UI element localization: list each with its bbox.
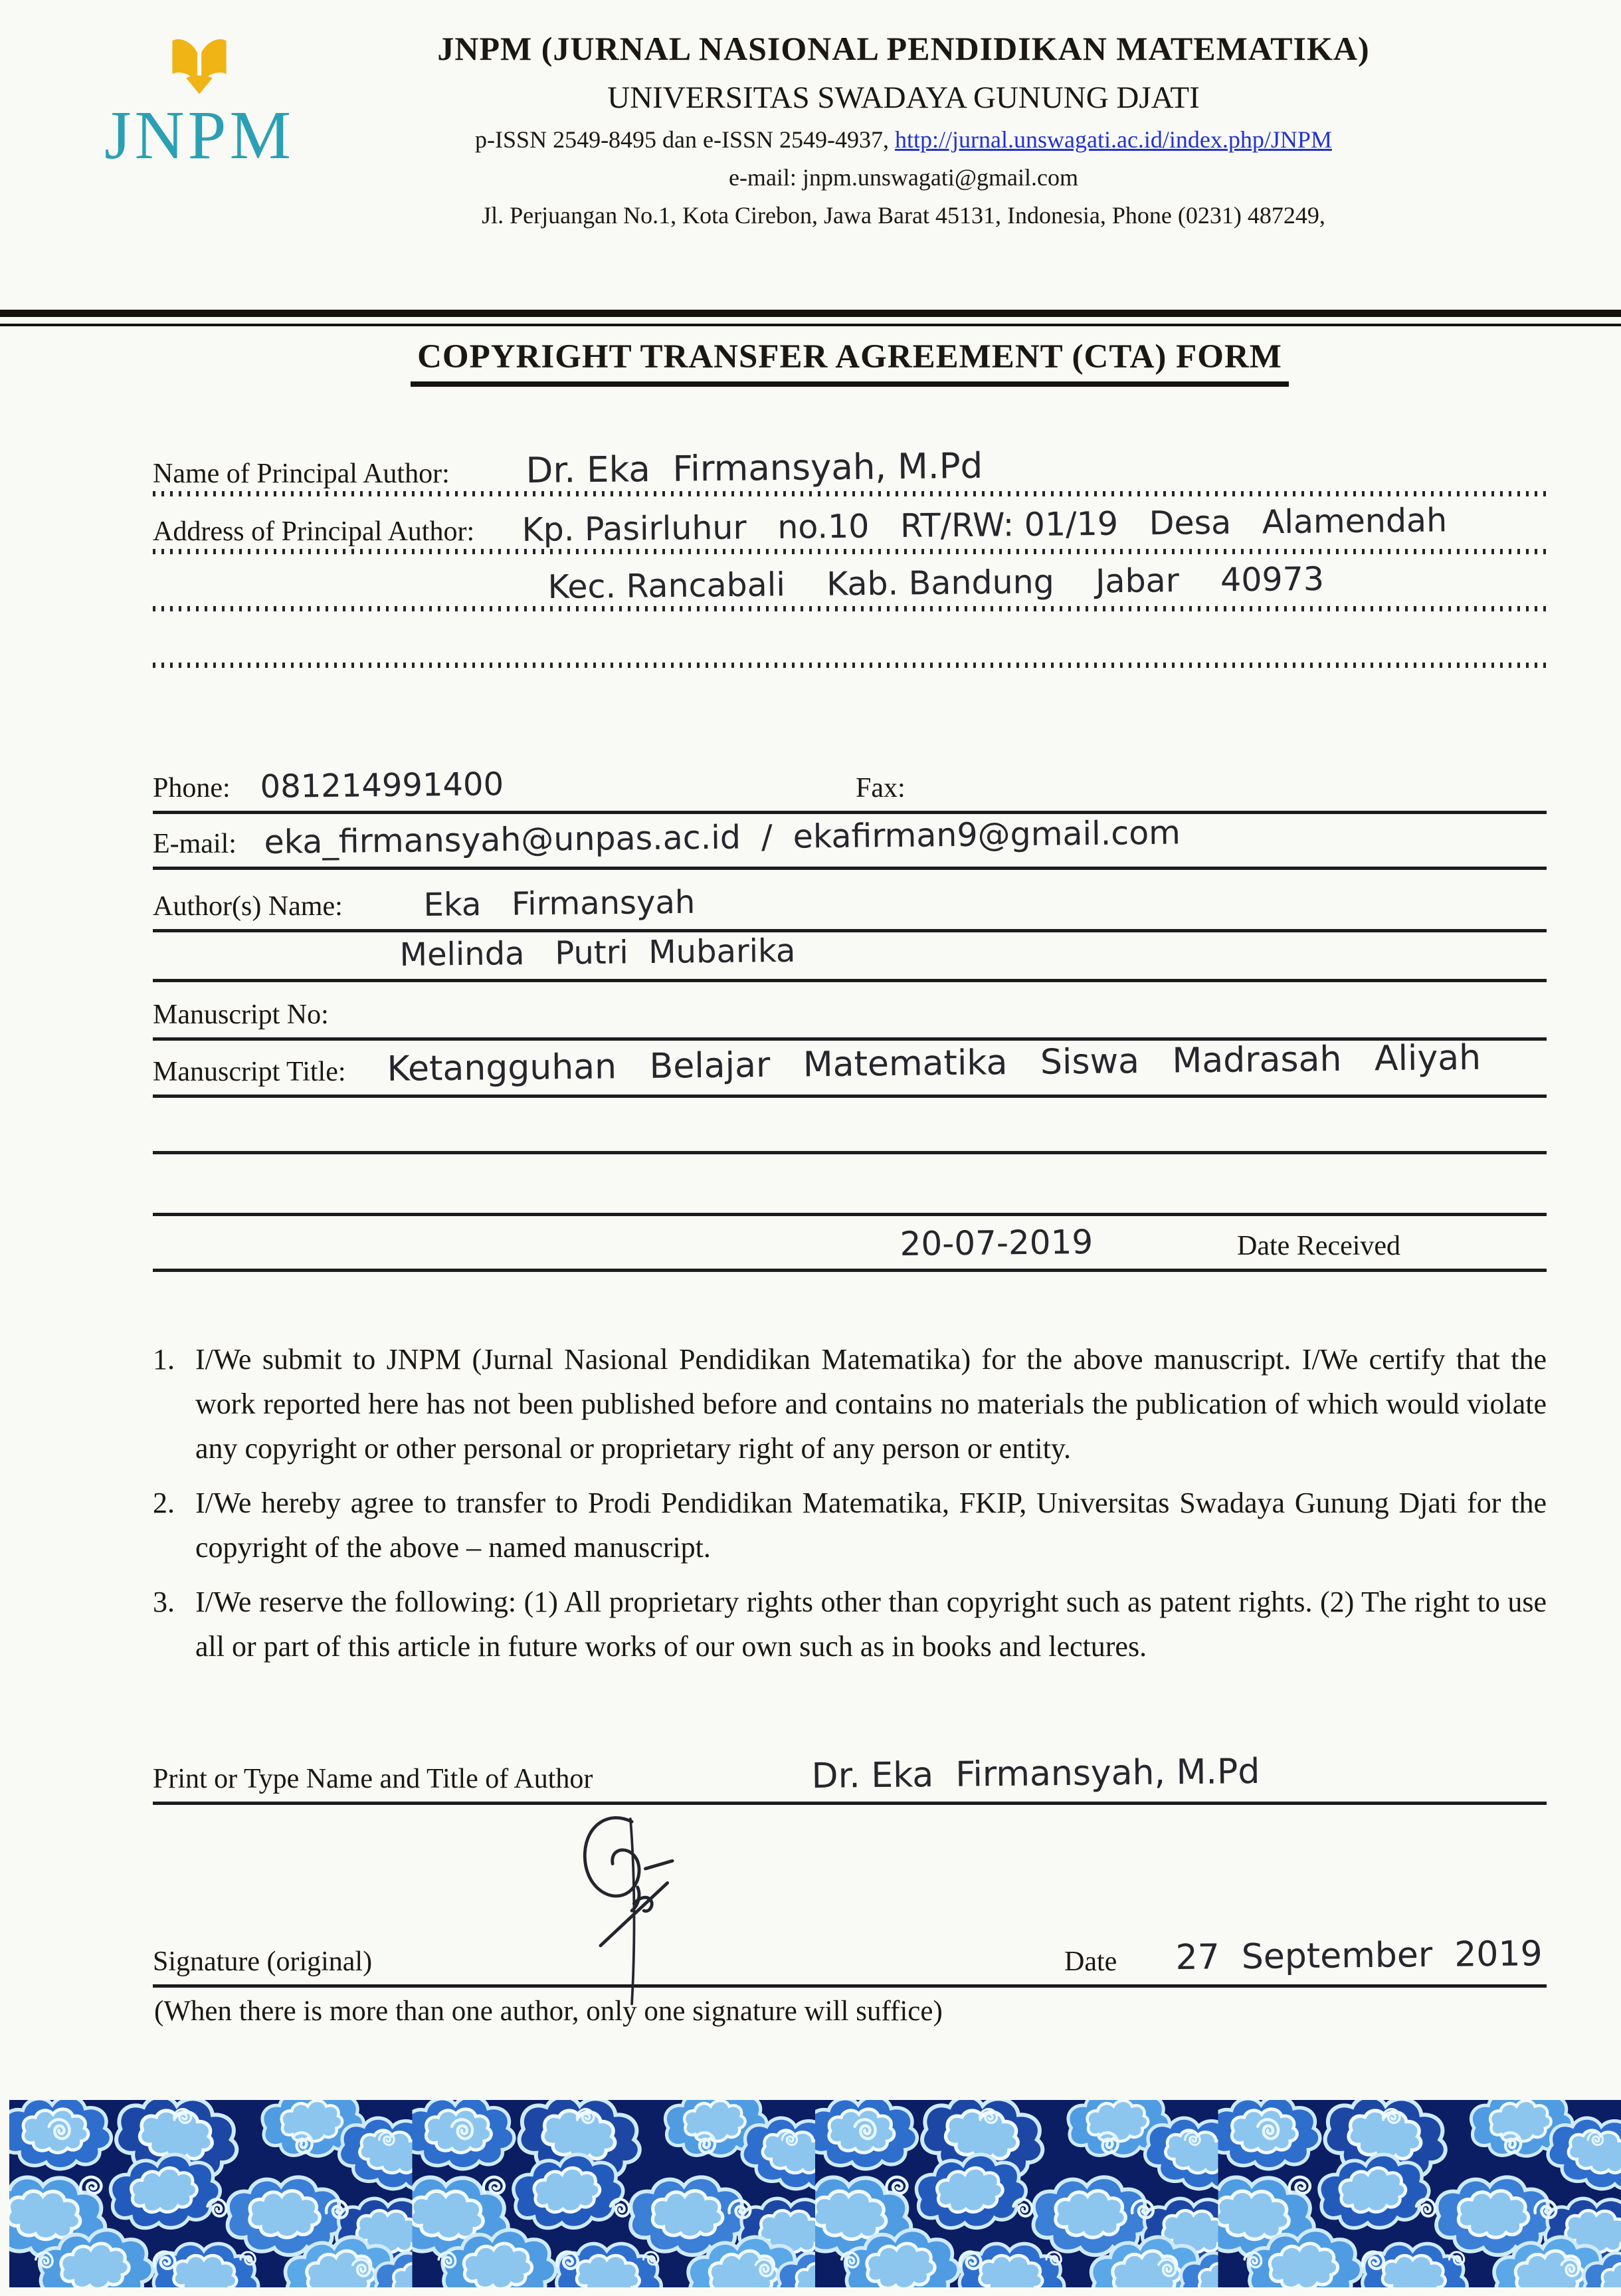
form-body	[153, 332, 1547, 1669]
date-received-label: Date Received	[1237, 1231, 1401, 1261]
field-author2	[153, 932, 1547, 982]
term-item-1	[153, 1337, 1547, 1471]
issn-line	[312, 126, 1495, 154]
field-authors-name	[153, 870, 1547, 932]
term-item-2	[153, 1481, 1547, 1570]
print-name-label: Print or Type Name and Title of Author	[153, 1764, 593, 1794]
term-text: I/We hereby agree to transfer to Prodi Pendidikan Matematika, FKIP, Universitas Swadaya Gunung Djati for the copyright of the above – named manuscript.	[195, 1487, 1547, 1564]
manuscript-title-label: Manuscript Title:	[153, 1057, 346, 1087]
manuscript-no-label: Manuscript No:	[153, 999, 329, 1030]
principal-author-name-value: Dr. Eka Firmansyah, M.Pd	[525, 445, 983, 492]
term-item-3	[153, 1580, 1547, 1669]
field-manuscript-no	[153, 982, 1547, 1041]
principal-author-address-value-line1: Kp. Pasirluhur no.10 RT/RW: 01/19 Desa Alamendah	[522, 501, 1448, 550]
header-rule-thin	[0, 324, 1621, 326]
empty-solid-line	[153, 1154, 1547, 1216]
batik-pattern-image	[9, 2100, 1621, 2287]
phone-label: Phone:	[153, 773, 231, 803]
journal-name: JNPM (JURNAL NASIONAL PENDIDIKAN MATEMATIKA)	[437, 30, 1370, 67]
manuscript-title-value: Ketangguhan Belajar Matematika Siswa Madrasah Aliyah	[386, 1037, 1481, 1090]
logo-text: JNPM	[104, 97, 294, 173]
term-number: 2.	[153, 1487, 175, 1519]
university-name: UNIVERSITAS SWADAYA GUNUNG DJATI	[607, 80, 1200, 115]
journal-email: e-mail: jnpm.unswagati@gmail.com	[728, 164, 1079, 191]
batik-megamendung-border	[9, 2100, 1621, 2287]
terms-list	[153, 1337, 1547, 1669]
field-signature-date	[153, 1931, 1547, 1988]
email-value: eka_firmansyah@unpas.ac.id / ekafirman9@gmail.com	[264, 813, 1181, 862]
letterhead	[86, 25, 1535, 229]
term-number: 1.	[153, 1343, 175, 1376]
fax-label: Fax:	[856, 773, 906, 803]
field-principal-author-address-line2	[153, 554, 1547, 611]
field-phone-fax	[153, 754, 1547, 814]
authors-name-label: Author(s) Name:	[153, 891, 343, 922]
term-text: I/We reserve the following: (1) All proprietary rights other than copyright such as patent rights. (2) The right to use all or part of this article in future works of our own such as in books and lectures.	[195, 1586, 1547, 1663]
date-label: Date	[1064, 1946, 1117, 1977]
header-rule-thick	[0, 310, 1621, 317]
term-number: 3.	[153, 1586, 175, 1618]
field-manuscript-title	[153, 1037, 1547, 1098]
field-principal-author-address	[153, 496, 1547, 554]
signature-date-value: 27 September 2019	[1175, 1934, 1543, 1978]
author2-value: Melinda Putri Mubarika	[399, 932, 796, 974]
letterhead-text	[312, 25, 1535, 229]
empty-solid-line	[153, 1098, 1547, 1154]
signature-note: (When there is more than one author, only one signature will suffice)	[154, 1996, 943, 2027]
field-principal-author-name	[153, 427, 1547, 496]
principal-author-address-value-line2: Kec. Rancabali Kab. Bandung Jabar 40973	[547, 560, 1325, 607]
signature-flourish	[551, 1809, 691, 2008]
field-email	[153, 814, 1547, 870]
field-print-name	[153, 1749, 1547, 1805]
phone-value: 081214991400	[260, 766, 504, 806]
print-name-value: Dr. Eka Firmansyah, M.Pd	[811, 1751, 1261, 1797]
author1-value: Eka Firmansyah	[423, 883, 696, 924]
journal-url-link[interactable]: http://jurnal.unswagati.ac.id/index.php/JNPM	[895, 126, 1332, 153]
issn-text: p-ISSN 2549-8495 dan e-ISSN 2549-4937,	[475, 126, 896, 153]
email-label: E-mail:	[153, 829, 237, 859]
date-received-value: 20-07-2019	[900, 1222, 1094, 1264]
signature-label: Signature (original)	[153, 1946, 373, 1977]
empty-dotted-line	[153, 611, 1547, 668]
field-date-received	[153, 1216, 1547, 1272]
form-title: COPYRIGHT TRANSFER AGREEMENT (CTA) FORM	[153, 338, 1547, 387]
principal-author-address-label: Address of Principal Author:	[153, 516, 475, 547]
journal-address: Jl. Perjuangan No.1, Kota Cirebon, Jawa Barat 45131, Indonesia, Phone (0231) 487249,	[482, 202, 1325, 229]
principal-author-name-label: Name of Principal Author:	[153, 459, 450, 489]
jnpm-logo	[86, 25, 312, 229]
term-text: I/We submit to JNPM (Jurnal Nasional Pendidikan Matematika) for the above manuscript. I/We certify that the work reported here has not been published before and contains no materials the publication of which would violate any copyright or other personal or proprietary right of any person or entity.	[195, 1343, 1547, 1465]
open-book-icon	[158, 35, 240, 104]
